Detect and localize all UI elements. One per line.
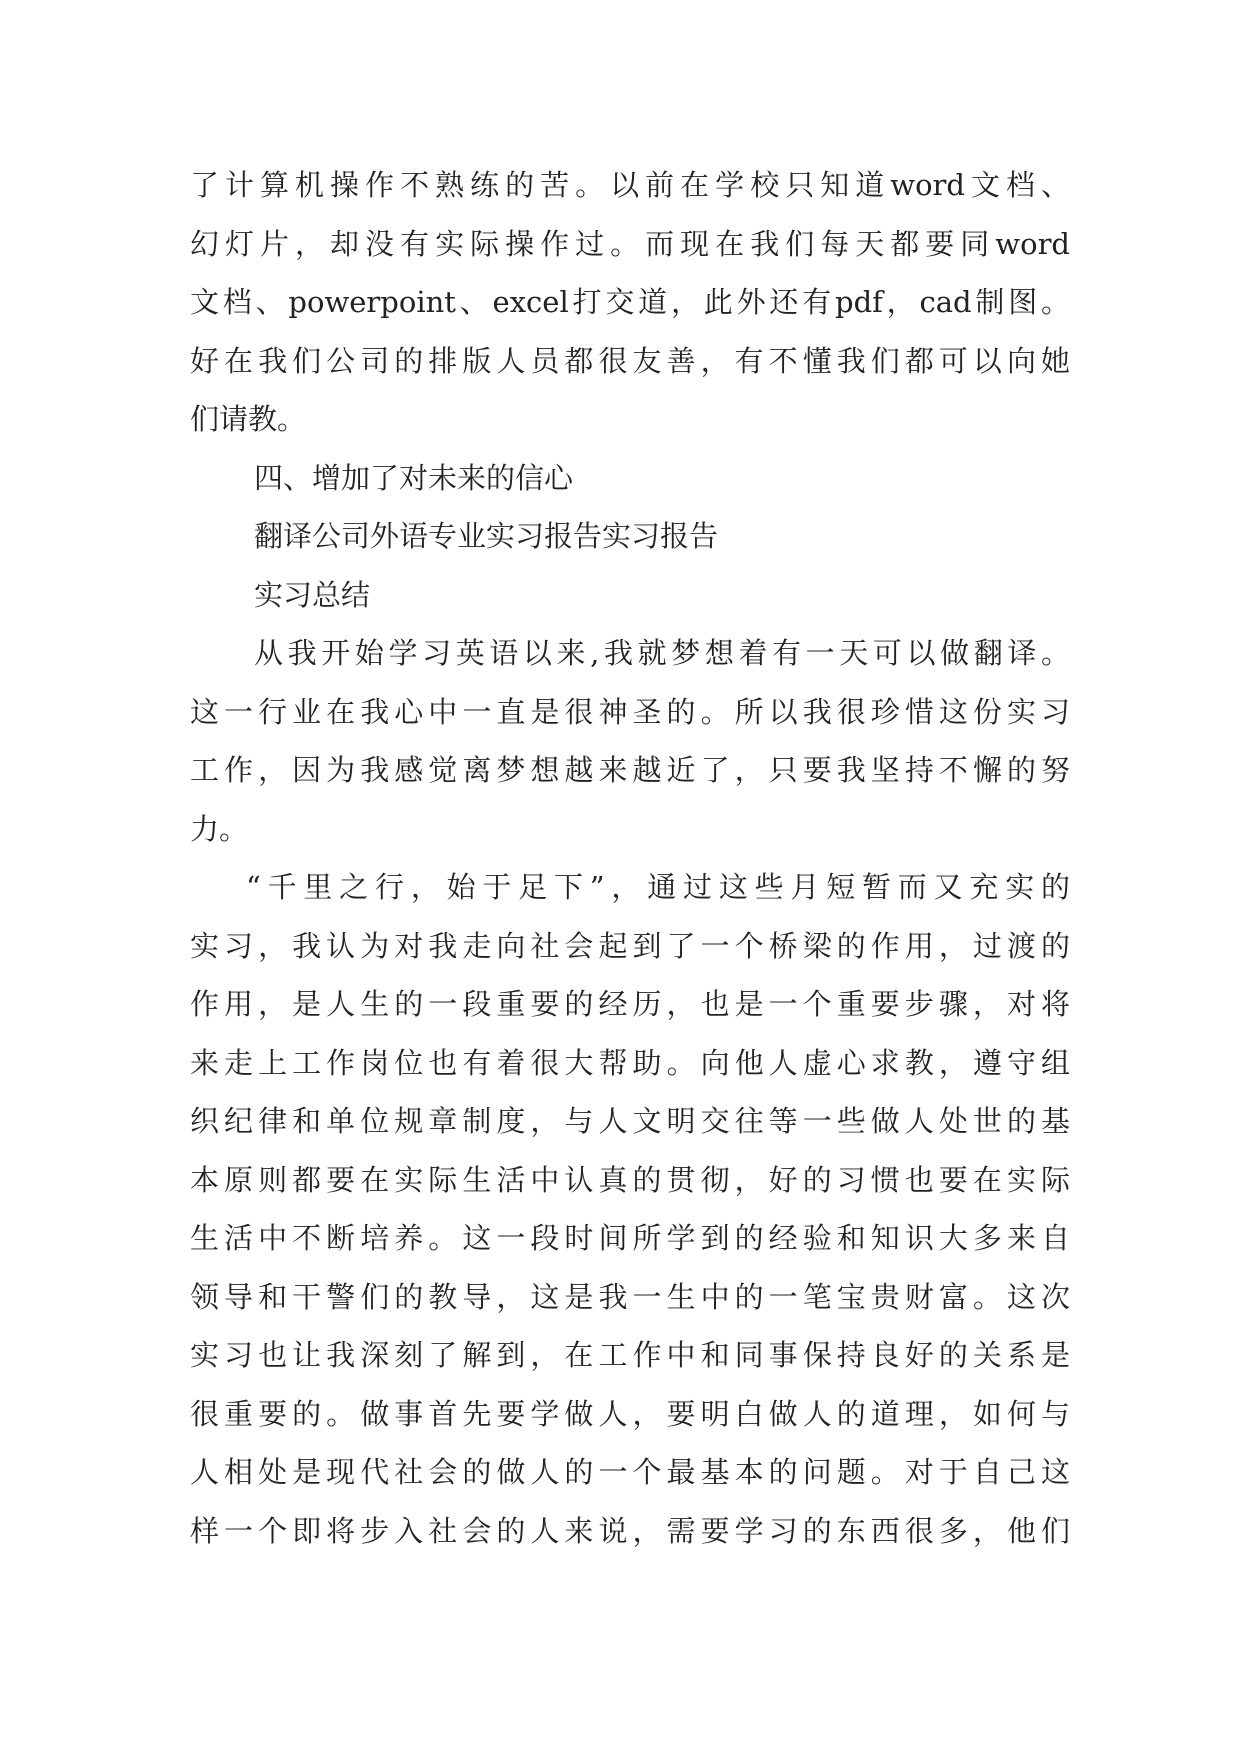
text-line: 作用，是人生的一段重要的经历，也是一个重要步骤，对将 (190, 987, 1070, 1021)
report-subtitle: 实习总结 (254, 577, 371, 612)
text-line: 生活中不断培养。这一段时间所学到的经验和知识大多来自 (190, 1221, 1070, 1255)
text-line: 了计算机操作不熟练的苦。以前在学校只知道word文档、 (190, 168, 1070, 202)
text-line: 织纪律和单位规章制度，与人文明交往等一些做人处世的基 (190, 1104, 1070, 1138)
text-line: 文档、powerpoint、excel打交道，此外还有pdf，cad制图。 (190, 285, 1070, 319)
report-title: 翻译公司外语专业实习报告实习报告 (254, 519, 719, 553)
text-line: 样一个即将步入社会的人来说，需要学习的东西很多，他们 (190, 1513, 1070, 1548)
text-line: 幻灯片，却没有实际操作过。而现在我们每天都要同word (190, 226, 1070, 261)
body-text (190, 156, 1070, 1560)
text-line: 们请教。 (190, 402, 307, 436)
text-line: 好在我们公司的排版人员都很友善，有不懂我们都可以向她 (190, 343, 1070, 378)
text-line: 本原则都要在实际生活中认真的贯彻，好的习惯也要在实际 (190, 1162, 1070, 1197)
text-line: 实习，我认为对我走向社会起到了一个桥梁的作用，过渡的 (190, 928, 1070, 963)
text-line: 来走上工作岗位也有着很大帮助。向他人虚心求教，遵守组 (190, 1045, 1070, 1080)
text-line: 这一行业在我心中一直是很神圣的。所以我很珍惜这份实习 (190, 694, 1070, 729)
text-line: 从我开始学习英语以来,我就梦想着有一天可以做翻译。 (254, 636, 1070, 670)
text-line: “千里之行，始于足下”，通过这些月短暂而又充实的 (246, 870, 1070, 904)
text-line: 力。 (190, 811, 249, 846)
text-line: 领导和干警们的教导，这是我一生中的一笔宝贵财富。这次 (190, 1279, 1070, 1314)
text-line: 很重要的。做事首先要学做人，要明白做人的道理，如何与 (190, 1396, 1070, 1431)
text-line: 实习也让我深刻了解到，在工作中和同事保持良好的关系是 (190, 1338, 1070, 1372)
text-line: 工作，因为我感觉离梦想越来越近了，只要我坚持不懈的努 (190, 753, 1070, 787)
section-heading: 四、增加了对未来的信心 (254, 460, 574, 495)
text-line: 人相处是现代社会的做人的一个最基本的问题。对于自己这 (190, 1455, 1070, 1489)
